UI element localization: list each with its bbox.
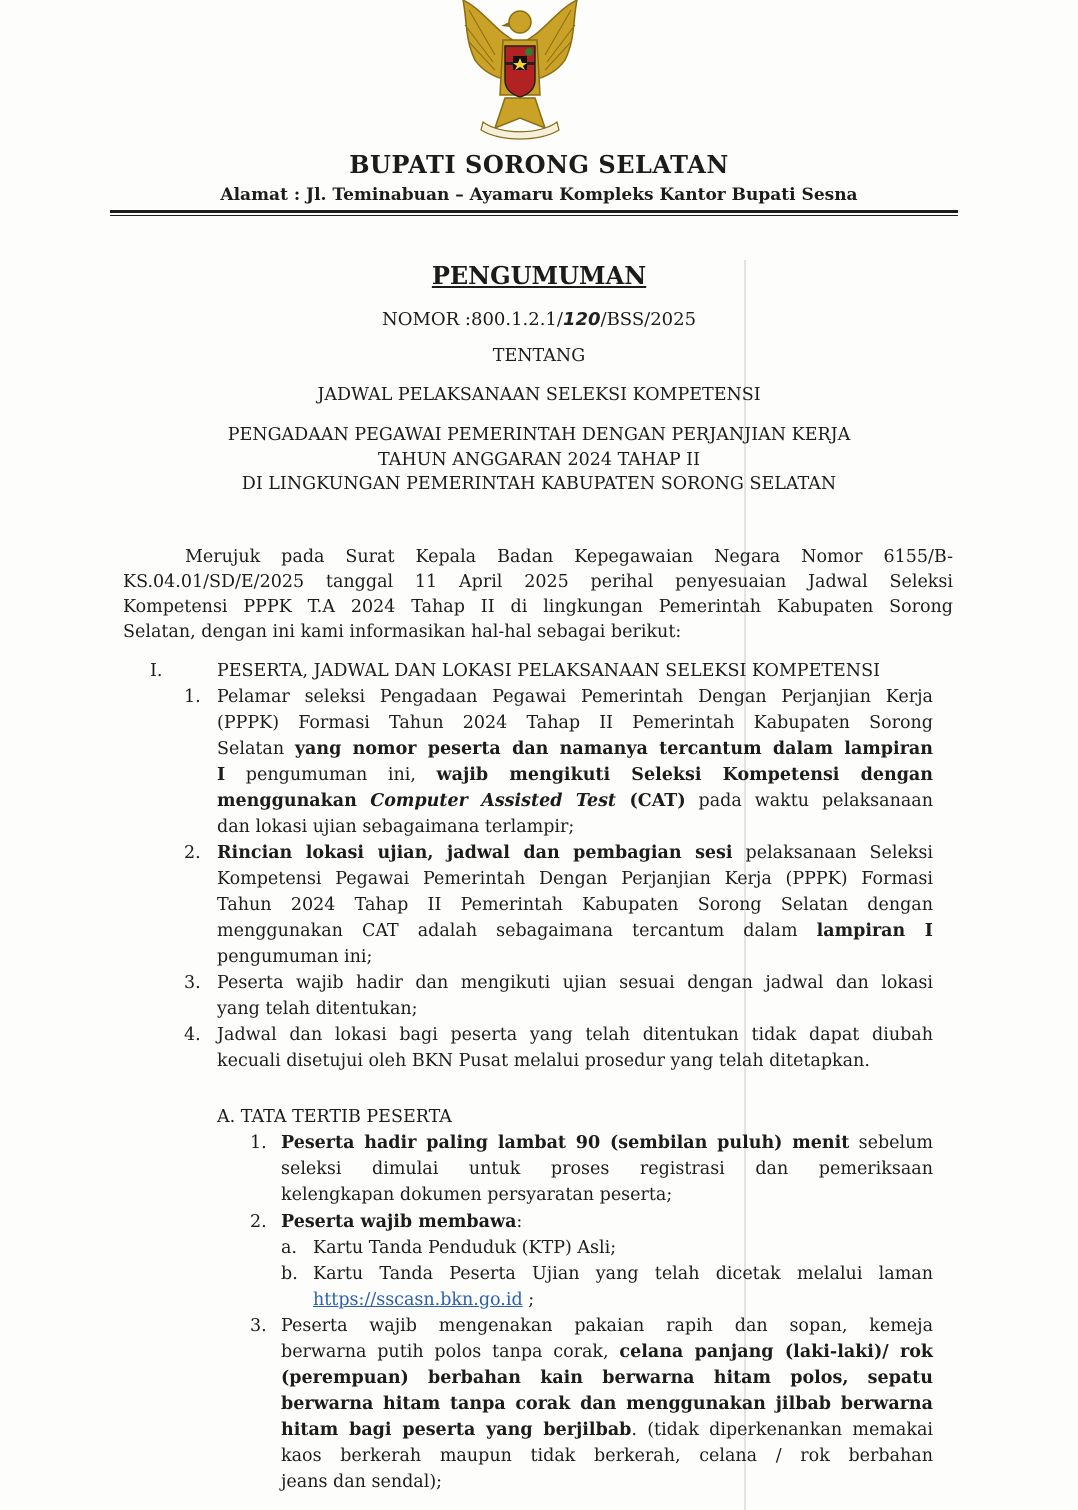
item1-line-2: (PPPK) Formasi Tahun 2024 Tahap II Pemerintah Kabupaten Sorong xyxy=(217,713,933,733)
item2-line-3: Tahun 2024 Tahap II Pemerintah Kabupaten Sorong Selatan dengan xyxy=(217,895,933,915)
a-item1-line-2: seleksi dimulai untuk proses registrasi dan pemeriksaan xyxy=(281,1159,933,1179)
a-item3-line-4: berwarna hitam tanpa corak dan menggunakan jilbab berwarna xyxy=(281,1394,933,1414)
item-number: 1. xyxy=(184,687,201,707)
item4-line-2: kecuali disetujui oleh BKN Pusat melalui prosedur yang telah ditetapkan. xyxy=(217,1051,870,1071)
subject-line-4: DI LINGKUNGAN PEMERINTAH KABUPATEN SORONG SELATAN xyxy=(241,474,837,494)
item1-line-6: dan lokasi ujian sebagaimana terlampir; xyxy=(217,817,575,837)
intro-line-3: Kompetensi PPPK T.A 2024 Tahap II di lingkungan Pemerintah Kabupaten Sorong xyxy=(123,597,953,617)
subsection-title: A. TATA TERTIB PESERTA xyxy=(217,1107,452,1127)
item2-line-1: Rincian lokasi ujian, jadwal dan pembagian sesi pelaksanaan Seleksi xyxy=(217,843,933,863)
section-numeral: I. xyxy=(150,661,163,681)
item1-line-4: I pengumuman ini, wajib mengikuti Seleksi Kompetensi dengan xyxy=(217,765,933,785)
intro-line-2: KS.04.01/SD/E/2025 tanggal 11 April 2025 perihal penyesuaian Jadwal Seleksi xyxy=(123,572,953,592)
header-rule xyxy=(110,210,958,213)
a-item3-line-2: berwarna putih polos tanpa corak, celana panjang (laki-laki)/ rok xyxy=(281,1342,933,1362)
issuer-title: BUPATI SORONG SELATAN xyxy=(349,150,729,179)
issuer-address: Alamat : Jl. Teminabuan – Ayamaru Kompleks Kantor Bupati Sesna xyxy=(220,185,858,205)
item4-line-1: Jadwal dan lokasi bagi peserta yang telah ditentukan tidak dapat diubah xyxy=(217,1025,933,1045)
a-item1-line-1: Peserta hadir paling lambat 90 (sembilan puluh) menit sebelum xyxy=(281,1133,934,1153)
subject-line-1: JADWAL PELAKSANAAN SELEKSI KOMPETENSI xyxy=(317,385,761,405)
item-number: 2. xyxy=(250,1212,267,1232)
item-number: 3. xyxy=(250,1316,267,1336)
item1-line-3: Selatan yang nomor peserta dan namanya tercantum dalam lampiran xyxy=(217,739,933,759)
item-number: 2. xyxy=(184,843,201,863)
a-item3-line-3: (perempuan) berbahan kain berwarna hitam polos, sepatu xyxy=(281,1368,933,1388)
item2-line-2: Kompetensi Pegawai Pemerintah Dengan Perjanjian Kerja (PPPK) Formasi xyxy=(217,869,933,889)
a-item1-line-3: kelengkapan dokumen persyaratan peserta; xyxy=(281,1185,673,1205)
header-rule-thin xyxy=(110,215,958,216)
a-item3-line-6: kaos berkerah maupun tidak berkerah, celana / rok berbahan xyxy=(281,1446,933,1466)
item3-line-2: yang telah ditentukan; xyxy=(217,999,418,1019)
subject-line-2: PENGADAAN PEGAWAI PEMERINTAH DENGAN PERJANJIAN KERJA xyxy=(227,425,851,445)
subject-line-3: TAHUN ANGGARAN 2024 TAHAP II xyxy=(378,450,700,470)
a-item3-line-7: jeans dan sendal); xyxy=(281,1472,443,1492)
intro-line-1: Merujuk pada Surat Kepala Badan Kepegawaian Negara Nomor 6155/B- xyxy=(185,547,953,567)
tentang-label: TENTANG xyxy=(492,346,586,366)
section-title: PESERTA, JADWAL DAN LOKASI PELAKSANAAN SELEKSI KOMPETENSI xyxy=(217,661,881,681)
sub-item-b-line-2: https://sscasn.bkn.go.id ; xyxy=(313,1290,535,1310)
sscasn-link[interactable]: https://sscasn.bkn.go.id xyxy=(313,1290,523,1310)
item-number: 3. xyxy=(184,973,201,993)
item1-line-1: Pelamar seleksi Pengadaan Pegawai Pemerintah Dengan Perjanjian Kerja xyxy=(217,687,933,707)
document-number: NOMOR :800.1.2.1/120/BSS/2025 xyxy=(381,309,697,330)
a-item2-line-1: Peserta wajib membawa: xyxy=(281,1212,523,1232)
item3-line-1: Peserta wajib hadir dan mengikuti ujian sesuai dengan jadwal dan lokasi xyxy=(217,973,933,993)
intro-line-4: Selatan, dengan ini kami informasikan hal-hal sebagai berikut: xyxy=(123,622,682,642)
item1-line-5: menggunakan Computer Assisted Test (CAT) pada waktu pelaksanaan xyxy=(217,791,933,811)
a-item3-line-1: Peserta wajib mengenakan pakaian rapih dan sopan, kemeja xyxy=(281,1316,933,1336)
sub-item-a-text: Kartu Tanda Penduduk (KTP) Asli; xyxy=(313,1238,617,1258)
item2-line-5: pengumuman ini; xyxy=(217,947,373,967)
sub-item-b-text: Kartu Tanda Peserta Ujian yang telah dicetak melalui laman xyxy=(313,1264,933,1284)
handwritten-number: 120 xyxy=(562,309,601,330)
sub-item-label: a. xyxy=(281,1238,297,1258)
item-number: 4. xyxy=(184,1025,201,1045)
a-item3-line-5: hitam bagi peserta yang berjilbab. (tidak diperkenankan memakai xyxy=(281,1420,934,1440)
item-number: 1. xyxy=(250,1133,267,1153)
item2-line-4: menggunakan CAT adalah sebagaimana tercantum dalam lampiran I xyxy=(217,921,933,941)
document-heading: PENGUMUMAN xyxy=(431,261,647,290)
sub-item-label: b. xyxy=(281,1264,298,1284)
garuda-emblem xyxy=(455,0,585,145)
